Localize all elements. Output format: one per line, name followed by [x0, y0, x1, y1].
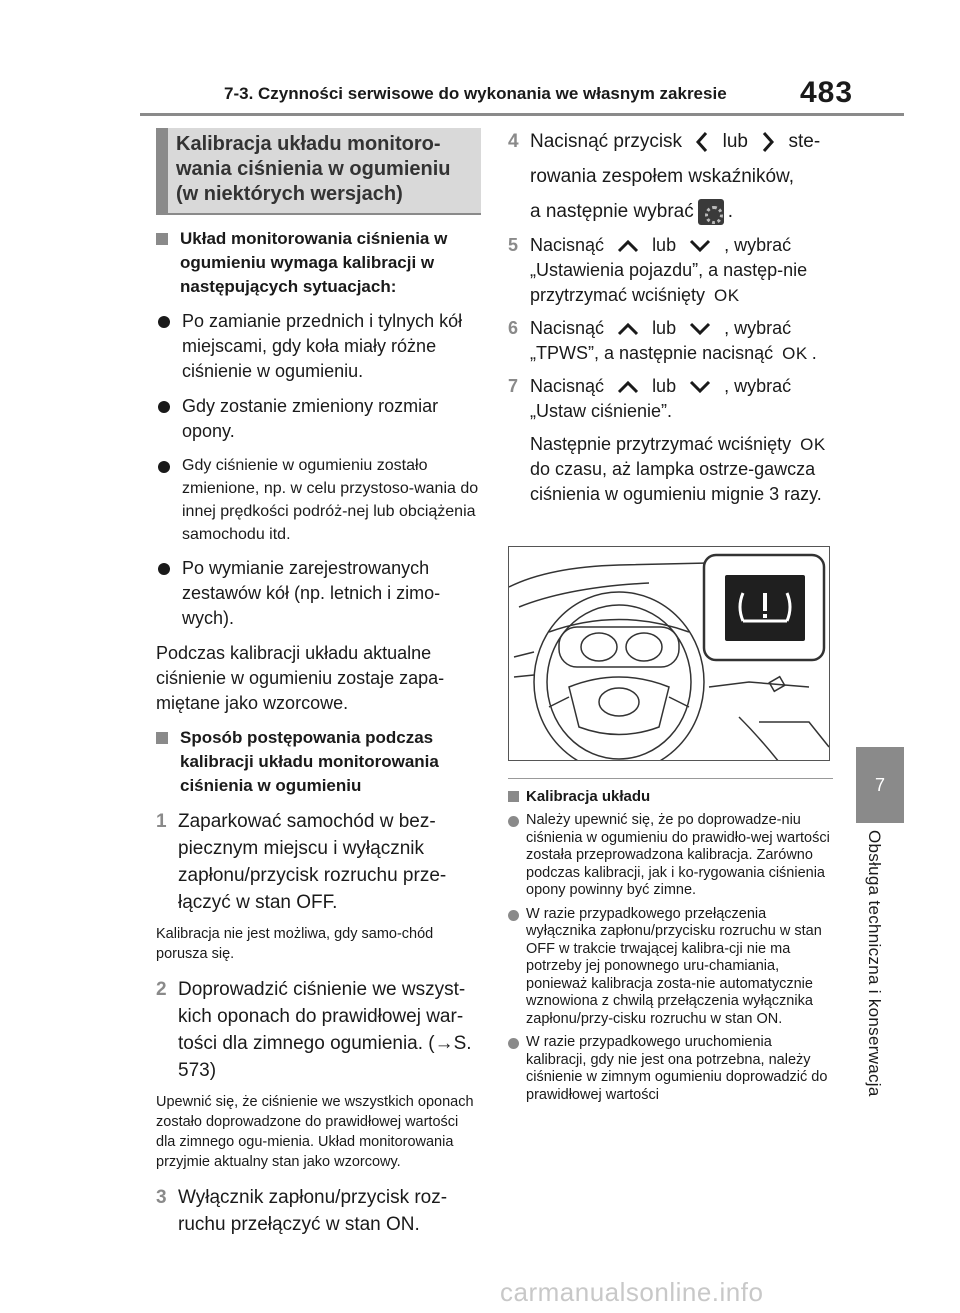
step-text: Zaparkować samochód w bez-piecznym miejscu i wyłącznik zapłonu/przycisk rozruchu prze-łączyć w stan OFF. — [178, 811, 447, 913]
bullet-item — [156, 556, 481, 631]
ok-button-label: OK — [714, 286, 740, 305]
step-text: lub — [652, 376, 677, 396]
step-2 — [156, 976, 481, 1084]
step-text: . — [811, 343, 817, 363]
chapter-tab: 7 — [856, 747, 904, 823]
notes-heading-text: Kalibracja układu — [526, 788, 651, 805]
note-item — [508, 812, 833, 900]
step-text: Następnie przytrzymać wciśnięty — [530, 434, 792, 454]
calibration-paragraph: Podczas kalibracji układu aktualne ciśnienie w ogumieniu zostaje zapa-miętane jako wzorcowe. — [156, 643, 445, 713]
step-text: Nacisnąć — [530, 376, 605, 396]
section-title-rule — [156, 213, 481, 215]
right-column — [508, 128, 833, 515]
subheading-when-text: Układ monitorowania ciśnienia w ogumieniu wymaga kalibracji w następujących sytuacjach: — [180, 229, 448, 296]
note-item — [508, 906, 833, 1029]
bullet-text: Gdy zostanie zmieniony rozmiar opony. — [182, 396, 439, 441]
steering-wheel-drawing — [509, 547, 830, 761]
step-text: . — [727, 201, 733, 222]
chevron-down-icon — [689, 322, 711, 336]
step-text: Nacisnąć — [530, 235, 605, 255]
chevron-down-icon — [689, 239, 711, 253]
subheading-procedure — [156, 726, 481, 798]
step-number: 7 — [508, 376, 519, 396]
step-text: a następnie wybrać — [530, 201, 694, 222]
round-bullet-icon — [158, 563, 170, 575]
step-7 — [508, 374, 833, 507]
round-bullet-icon — [158, 461, 170, 473]
step-text: lub — [652, 318, 677, 338]
square-bullet-icon — [156, 732, 168, 744]
square-bullet-icon — [156, 233, 168, 245]
chevron-left-icon — [695, 131, 709, 153]
step-text-line — [530, 432, 833, 507]
step-text: Doprowadzić ciśnienie we wszyst-kich oponach do prawidłowej war-tości dla zimnego ogumienia. (→S. 573) — [178, 979, 472, 1081]
page-header-title: 7-3. Czynności serwisowe do wykonania we własnym zakresie — [224, 84, 727, 103]
step-text: lub — [722, 131, 748, 152]
step-text: lub — [652, 235, 677, 255]
note-item — [508, 1034, 833, 1104]
bullet-text: Po wymianie zarejestrowanych zestawów kół (np. letnich i zimo-wych). — [182, 558, 441, 628]
bullet-item — [156, 394, 481, 444]
section-title-text: Kalibracja układu monitoro-wania ciśnienia w ogumieniu (w niektórych wersjach) — [176, 133, 451, 205]
step-text: Nacisnąć przycisk — [530, 131, 683, 152]
step-5 — [508, 233, 833, 308]
step-number: 1 — [156, 811, 167, 832]
chapter-side-label: Obsługa techniczna i konserwacja — [865, 830, 884, 1097]
ok-button-label: OK — [782, 344, 808, 363]
step-1 — [156, 808, 481, 916]
step-text: , wybrać „Ustawienia pojazdu”, a następ-nie przytrzymać wciśnięty — [530, 235, 808, 305]
step-number: 5 — [508, 235, 519, 255]
bullet-text: Gdy ciśnienie w ogumieniu zostało zmienione, np. w celu przystoso-wania do innej prędkości podróż-nej lub obciążenia samochodu itd. — [182, 457, 479, 543]
subheading-procedure-text: Sposób postępowania podczas kalibracji układu monitorowania ciśnienia w ogumieniu — [180, 728, 439, 795]
step-text: , wybrać „Ustaw ciśnienie”. — [530, 376, 792, 421]
left-column — [156, 128, 481, 1246]
step-text: rowania zespołem wskaźników, — [530, 166, 795, 187]
step-3 — [156, 1184, 481, 1238]
page-number: 483 — [800, 76, 854, 109]
step-text: Nacisnąć — [530, 318, 605, 338]
step-text: Wyłącznik zapłonu/przycisk roz-ruchu przełączyć w stan ON. — [178, 1187, 448, 1235]
bullet-item — [156, 309, 481, 384]
dashboard-illustration — [508, 546, 830, 761]
step-number: 2 — [156, 979, 167, 1000]
chevron-right-icon — [761, 131, 775, 153]
step-6 — [508, 316, 833, 366]
watermark: carmanualsonline.info — [500, 1277, 764, 1307]
note-text: W razie przypadkowego uruchomienia kalibracji, gdy nie jest ona potrzebna, należy ciśnienie w zimnym ogumieniu doprowadzić do prawidłowej wartości — [526, 1034, 828, 1103]
note-text: Należy upewnić się, że po doprowadze-niu ciśnienia w ogumieniu do prawidło-wej wartości została przeprowadzona kalibracja. Zarówno podczas kalibracji, jak i ko-rygowania ciśnienia opony powinny być zimne. — [526, 812, 830, 898]
section-title — [156, 128, 481, 213]
chevron-up-icon — [617, 239, 639, 253]
step-text: , wybrać „TPWS”, a następnie nacisnąć — [530, 318, 792, 363]
step-number: 4 — [508, 131, 519, 152]
round-bullet-icon — [508, 816, 519, 827]
step-number: 3 — [156, 1187, 167, 1208]
header-rule — [140, 113, 904, 116]
settings-gear-icon — [698, 199, 724, 225]
round-bullet-icon — [508, 1038, 519, 1049]
chevron-up-icon — [617, 380, 639, 394]
step-text-line — [530, 198, 833, 225]
step-2-note: Upewnić się, że ciśnienie we wszystkich oponach zostało doprowadzone do prawidłowej wartości dla zimnego ogu-mienia. Układ monitorowania przyjmie aktualny stan jako wzorcowy. — [156, 1094, 474, 1170]
step-text: ste- — [788, 131, 821, 152]
round-bullet-icon — [158, 401, 170, 413]
notes-rule — [508, 778, 833, 779]
notes-heading — [508, 787, 833, 807]
square-bullet-icon — [508, 791, 519, 802]
ok-button-label: OK — [800, 435, 826, 454]
step-4 — [508, 128, 833, 225]
note-text: W razie przypadkowego przełączenia wyłącznika zapłonu/przycisku rozruchu w stan OFF w trakcie trwającej kalibra-cji nie ma potrzeby jej ponownego uru-chamiania, ponieważ kalibracja zosta-nie automatycznie wznowiona z chwilą przełączenia wyłącznika zapłonu/przy-cisku rozruchu w stan ON. — [526, 905, 822, 1027]
round-bullet-icon — [508, 910, 519, 921]
round-bullet-icon — [158, 316, 170, 328]
step-text: do czasu, aż lampka ostrze-gawcza ciśnienia w ogumieniu mignie 3 razy. — [530, 459, 822, 504]
step-number: 6 — [508, 318, 519, 338]
notes-section — [508, 778, 833, 1110]
chevron-up-icon — [617, 322, 639, 336]
bullet-text: Po zamianie przednich i tylnych kół miejscami, gdy koła miały różne ciśnienie w ogumieniu. — [182, 311, 463, 381]
subheading-when — [156, 227, 481, 299]
bullet-item — [156, 454, 481, 546]
step-1-note: Kalibracja nie jest możliwa, gdy samo-chód porusza się. — [156, 926, 434, 962]
chevron-down-icon — [689, 380, 711, 394]
